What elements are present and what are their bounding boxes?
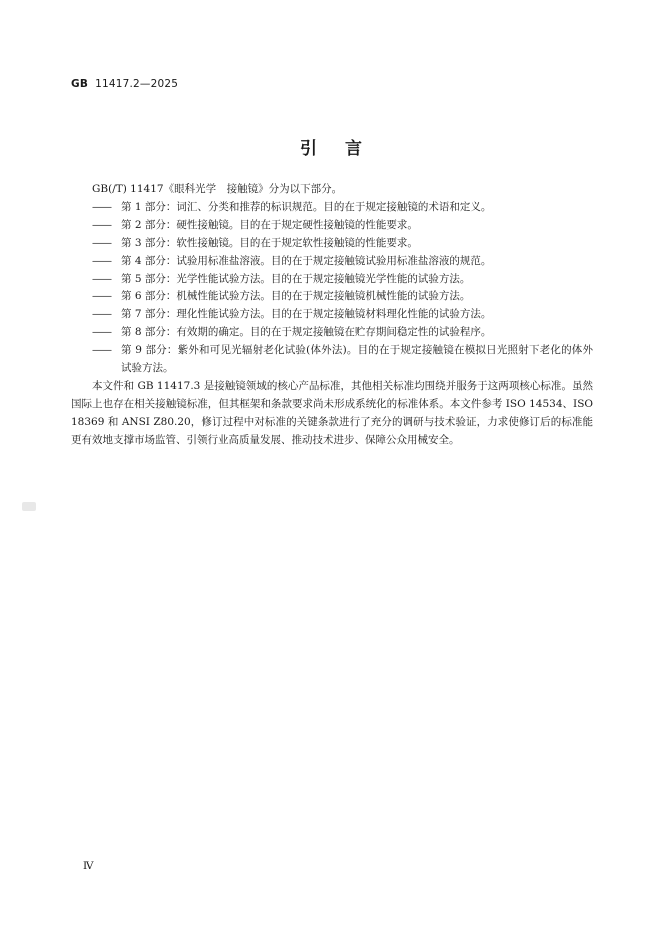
list-item xyxy=(71,253,593,271)
standard-prefix: GB xyxy=(71,78,89,90)
list-item-text: 第 3 部分：软性接触镜。目的在于规定软性接触镜的性能要求。 xyxy=(121,236,418,249)
list-item-text: 第 9 部分：紫外和可见光辐射老化试验(体外法)。目的在于规定接触镜在模拟日光照射下老化的体外试验方法。 xyxy=(121,344,593,375)
list-item xyxy=(71,235,593,253)
intro-line: GB(/T) 11417《眼科光学 接触镜》分为以下部分。 xyxy=(92,183,343,195)
page-number: Ⅳ xyxy=(83,860,94,872)
list-dash: —— xyxy=(92,218,111,231)
list-dash: —— xyxy=(92,272,111,285)
body-paragraph: 本文件和 GB 11417.3 是接触镜领域的核心产品标准，其他相关标准均围绕并服务于这两项核心标准。虽然国际上也存在相关接触镜标准，但其框架和条款要求尚未形成系统化的标准体系。本文件参考 ISO 14534、ISO 18369 和 ANSI Z80.20，修订过程中对标准的关键条款进行了充分的调研与技术验证，力求使修订后的标准能更有效地支撑市场监管、引领行业高质量发展、推动技术进步、保障公众用械安全。 xyxy=(71,379,593,446)
list-dash: —— xyxy=(92,236,111,249)
standard-number-header xyxy=(71,78,178,90)
list-item-text: 第 4 部分：试验用标准盐溶液。目的在于规定接触镜试验用标准盐溶液的规范。 xyxy=(121,254,492,267)
list-dash: —— xyxy=(92,254,111,267)
document-body xyxy=(71,181,593,450)
standard-number: 11417.2—2025 xyxy=(95,78,179,90)
list-dash: —— xyxy=(92,308,111,321)
list-dash: —— xyxy=(92,344,111,357)
list-dash: —— xyxy=(92,290,111,303)
list-item xyxy=(71,342,593,378)
list-item-text: 第 6 部分：机械性能试验方法。目的在于规定接触镜机械性能的试验方法。 xyxy=(121,290,471,303)
list-item xyxy=(71,199,593,217)
list-item xyxy=(71,271,593,289)
list-item xyxy=(71,217,593,235)
list-item-text: 第 7 部分：理化性能试验方法。目的在于规定接触镜材料理化性能的试验方法。 xyxy=(121,308,492,321)
list-item-text: 第 2 部分：硬性接触镜。目的在于规定硬性接触镜的性能要求。 xyxy=(121,218,418,231)
page-title: 引言 xyxy=(300,139,390,159)
list-dash: —— xyxy=(92,326,111,339)
list-item xyxy=(71,288,593,306)
list-item xyxy=(71,324,593,342)
list-item-text: 第 8 部分：有效期的确定。目的在于规定接触镜在贮存期间稳定性的试验程序。 xyxy=(121,326,492,339)
watermark-mark xyxy=(22,502,36,511)
list-item-text: 第 5 部分：光学性能试验方法。目的在于规定接触镜光学性能的试验方法。 xyxy=(121,272,471,285)
list-item-text: 第 1 部分：词汇、分类和推荐的标识规范。目的在于规定接触镜的术语和定义。 xyxy=(121,200,492,213)
list-dash: —— xyxy=(92,200,111,213)
list-item xyxy=(71,306,593,324)
